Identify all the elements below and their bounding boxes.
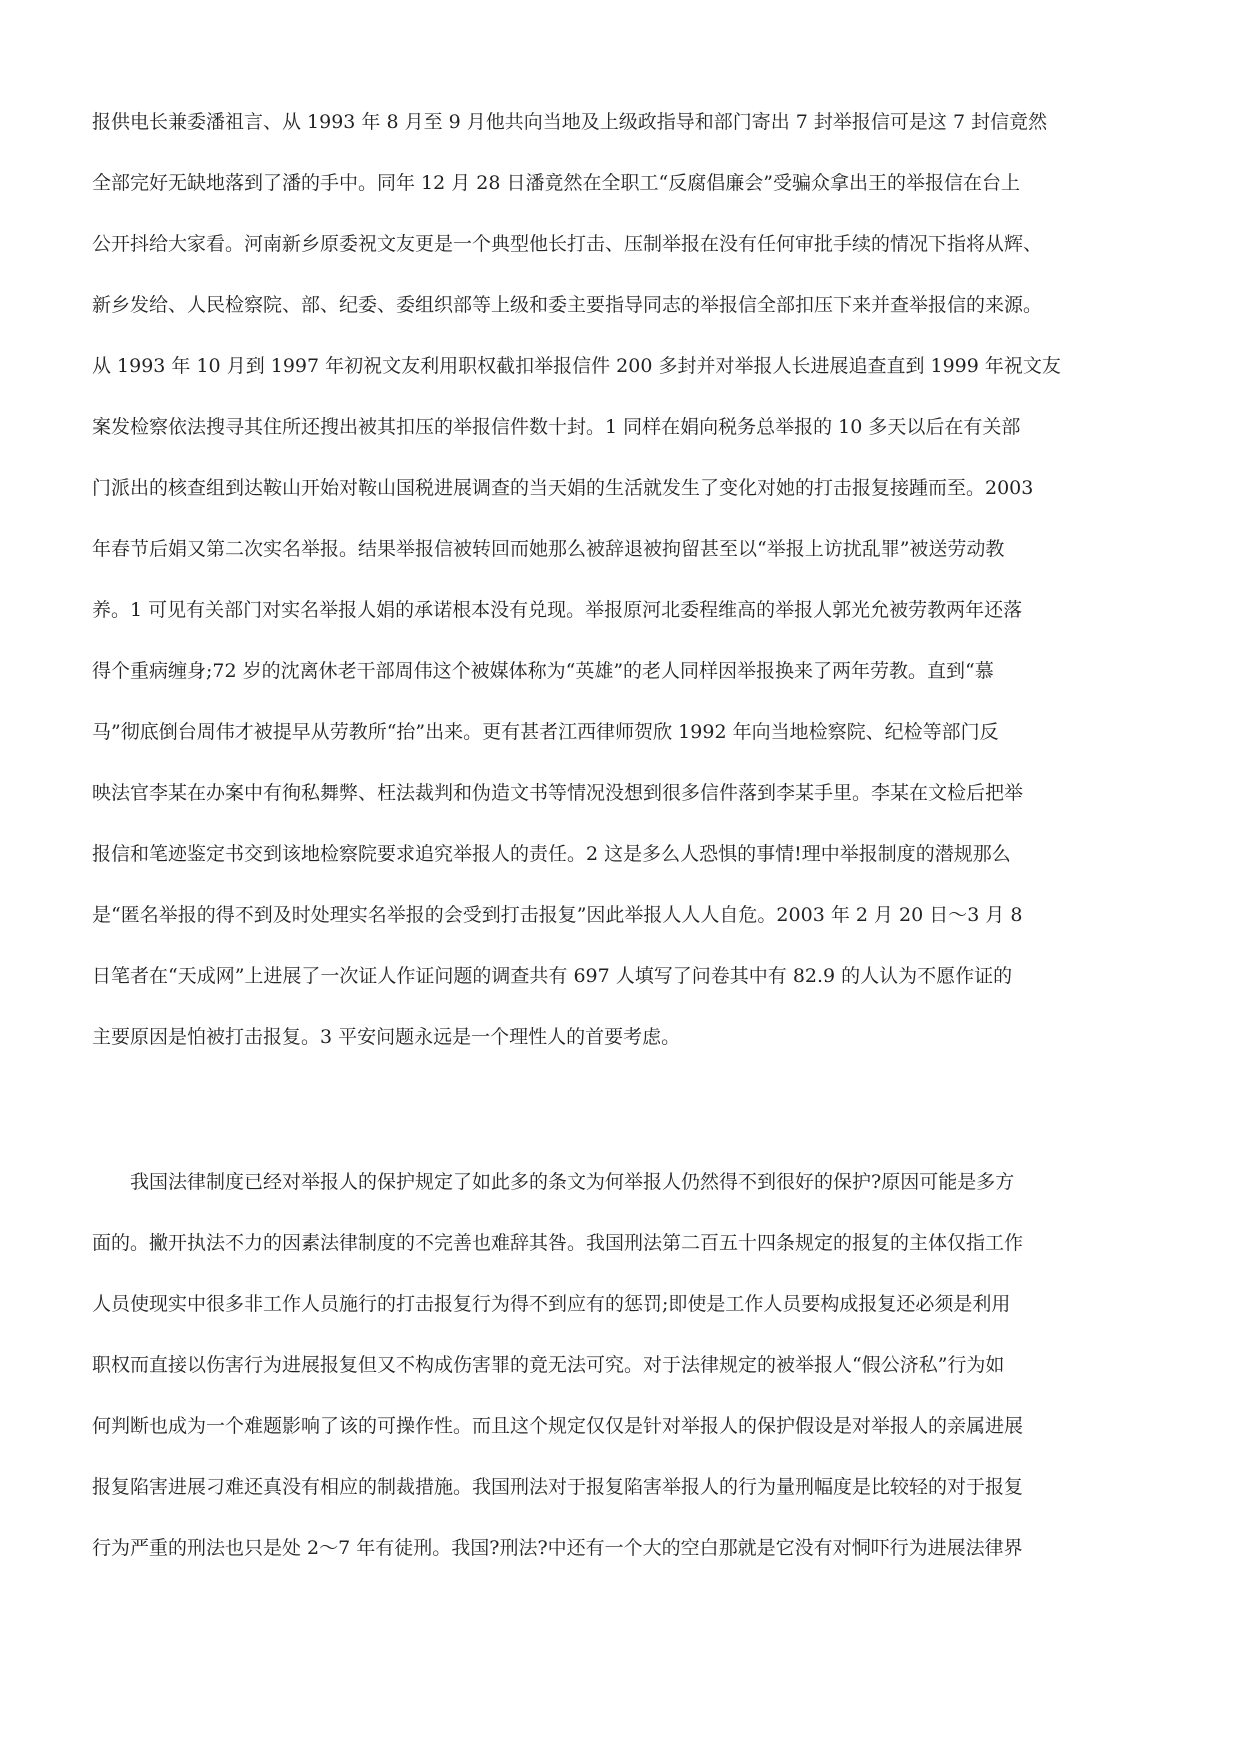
text-line: 得个重病缠身;72 岁的沈离休老干部周伟这个被媒体称为“英雄”的老人同样因举报换来了两年劳教。直到“慕 [92,660,994,682]
text-line: 职权而直接以伤害行为进展报复但又不构成伤害罪的竟无法可究。对于法律规定的被举报人“假公济私”行为如 [92,1354,1005,1376]
text-line: 从 1993 年 10 月到 1997 年初祝文友利用职权截扣举报信件 200 多封并对举报人长进展追查直到 1999 年祝文友 [92,355,1061,377]
text-line: 报信和笔迹鉴定书交到该地检察院要求追究举报人的责任。2 这是多么人恐惧的事情!理中举报制度的潜规那么 [92,843,1011,865]
text-line: 门派出的核查组到达鞍山开始对鞍山国税进展调查的当天娟的生活就发生了变化对她的打击报复接踵而至。2003 [92,477,1034,499]
text-line: 日笔者在“天成网”上进展了一次证人作证问题的调查共有 697 人填写了问卷其中有 82.9 的人认为不愿作证的 [92,965,1013,987]
text-line: 全部完好无缺地落到了潘的手中。同年 12 月 28 日潘竟然在全职工“反腐倡廉会”受骗众拿出王的举报信在台上 [92,172,1020,194]
text-line: 马”彻底倒台周伟才被提早从劳教所“抬”出来。更有甚者江西律师贺欣 1992 年向当地检察院、纪检等部门反 [92,721,999,743]
text-line: 报复陷害进展刁难还真没有相应的制裁措施。我国刑法对于报复陷害举报人的行为量刑幅度是比较轻的对于报复 [92,1476,1024,1498]
text-line: 新乡发给、人民检察院、部、纪委、委组织部等上级和委主要指导同志的举报信全部扣压下来并查举报信的来源。 [92,294,1043,316]
paragraph-2 [92,1159,1152,1586]
text-line: 面的。撇开执法不力的因素法律制度的不完善也难辞其咎。我国刑法第二百五十四条规定的报复的主体仅指工作 [92,1232,1024,1254]
text-line: 是“匿名举报的得不到及时处理实名举报的会受到打击报复”因此举报人人人自危。2003 年 2 月 20 日～3 月 8 [92,904,1023,926]
text-line: 养。1 可见有关部门对实名举报人娟的承诺根本没有兑现。举报原河北委程维高的举报人郭光允被劳教两年还落 [92,599,1023,621]
text-line: 何判断也成为一个难题影响了该的可操作性。而且这个规定仅仅是针对举报人的保护假设是对举报人的亲属进展 [92,1415,1024,1437]
text-line: 案发检察依法搜寻其住所还搜出被其扣压的举报信件数十封。1 同样在娟向税务总举报的 10 多天以后在有关部 [92,416,1021,438]
text-line: 年春节后娟又第二次实名举报。结果举报信被转回而她那么被辞退被拘留甚至以“举报上访扰乱罪”被送劳动教 [92,538,1005,560]
text-line: 人员使现实中很多非工作人员施行的打击报复行为得不到应有的惩罚;即使是工作人员要构成报复还必须是利用 [92,1293,1011,1315]
text-line: 主要原因是怕被打击报复。3 平安问题永远是一个理性人的首要考虑。 [92,1026,681,1048]
text-line: 我国法律制度已经对举报人的保护规定了如此多的条文为何举报人仍然得不到很好的保护?原因可能是多方 [130,1171,1015,1193]
text-line: 报供电长兼委潘祖言、从 1993 年 8 月至 9 月他共向当地及上级政指导和部门寄出 7 封举报信可是这 7 封信竟然 [92,111,1048,133]
text-line: 行为严重的刑法也只是处 2～7 年有徒刑。我国?刑法?中还有一个大的空白那就是它没有对恫吓行为进展法律界 [92,1537,1023,1559]
text-line: 公开抖给大家看。河南新乡原委祝文友更是一个典型他长打击、压制举报在没有任何审批手续的情况下指将从辉、 [92,233,1043,255]
text-line: 映法官李某在办案中有徇私舞弊、枉法裁判和伪造文书等情况没想到很多信件落到李某手里。李某在文检后把举 [92,782,1024,804]
paragraph-1 [92,99,1152,1075]
